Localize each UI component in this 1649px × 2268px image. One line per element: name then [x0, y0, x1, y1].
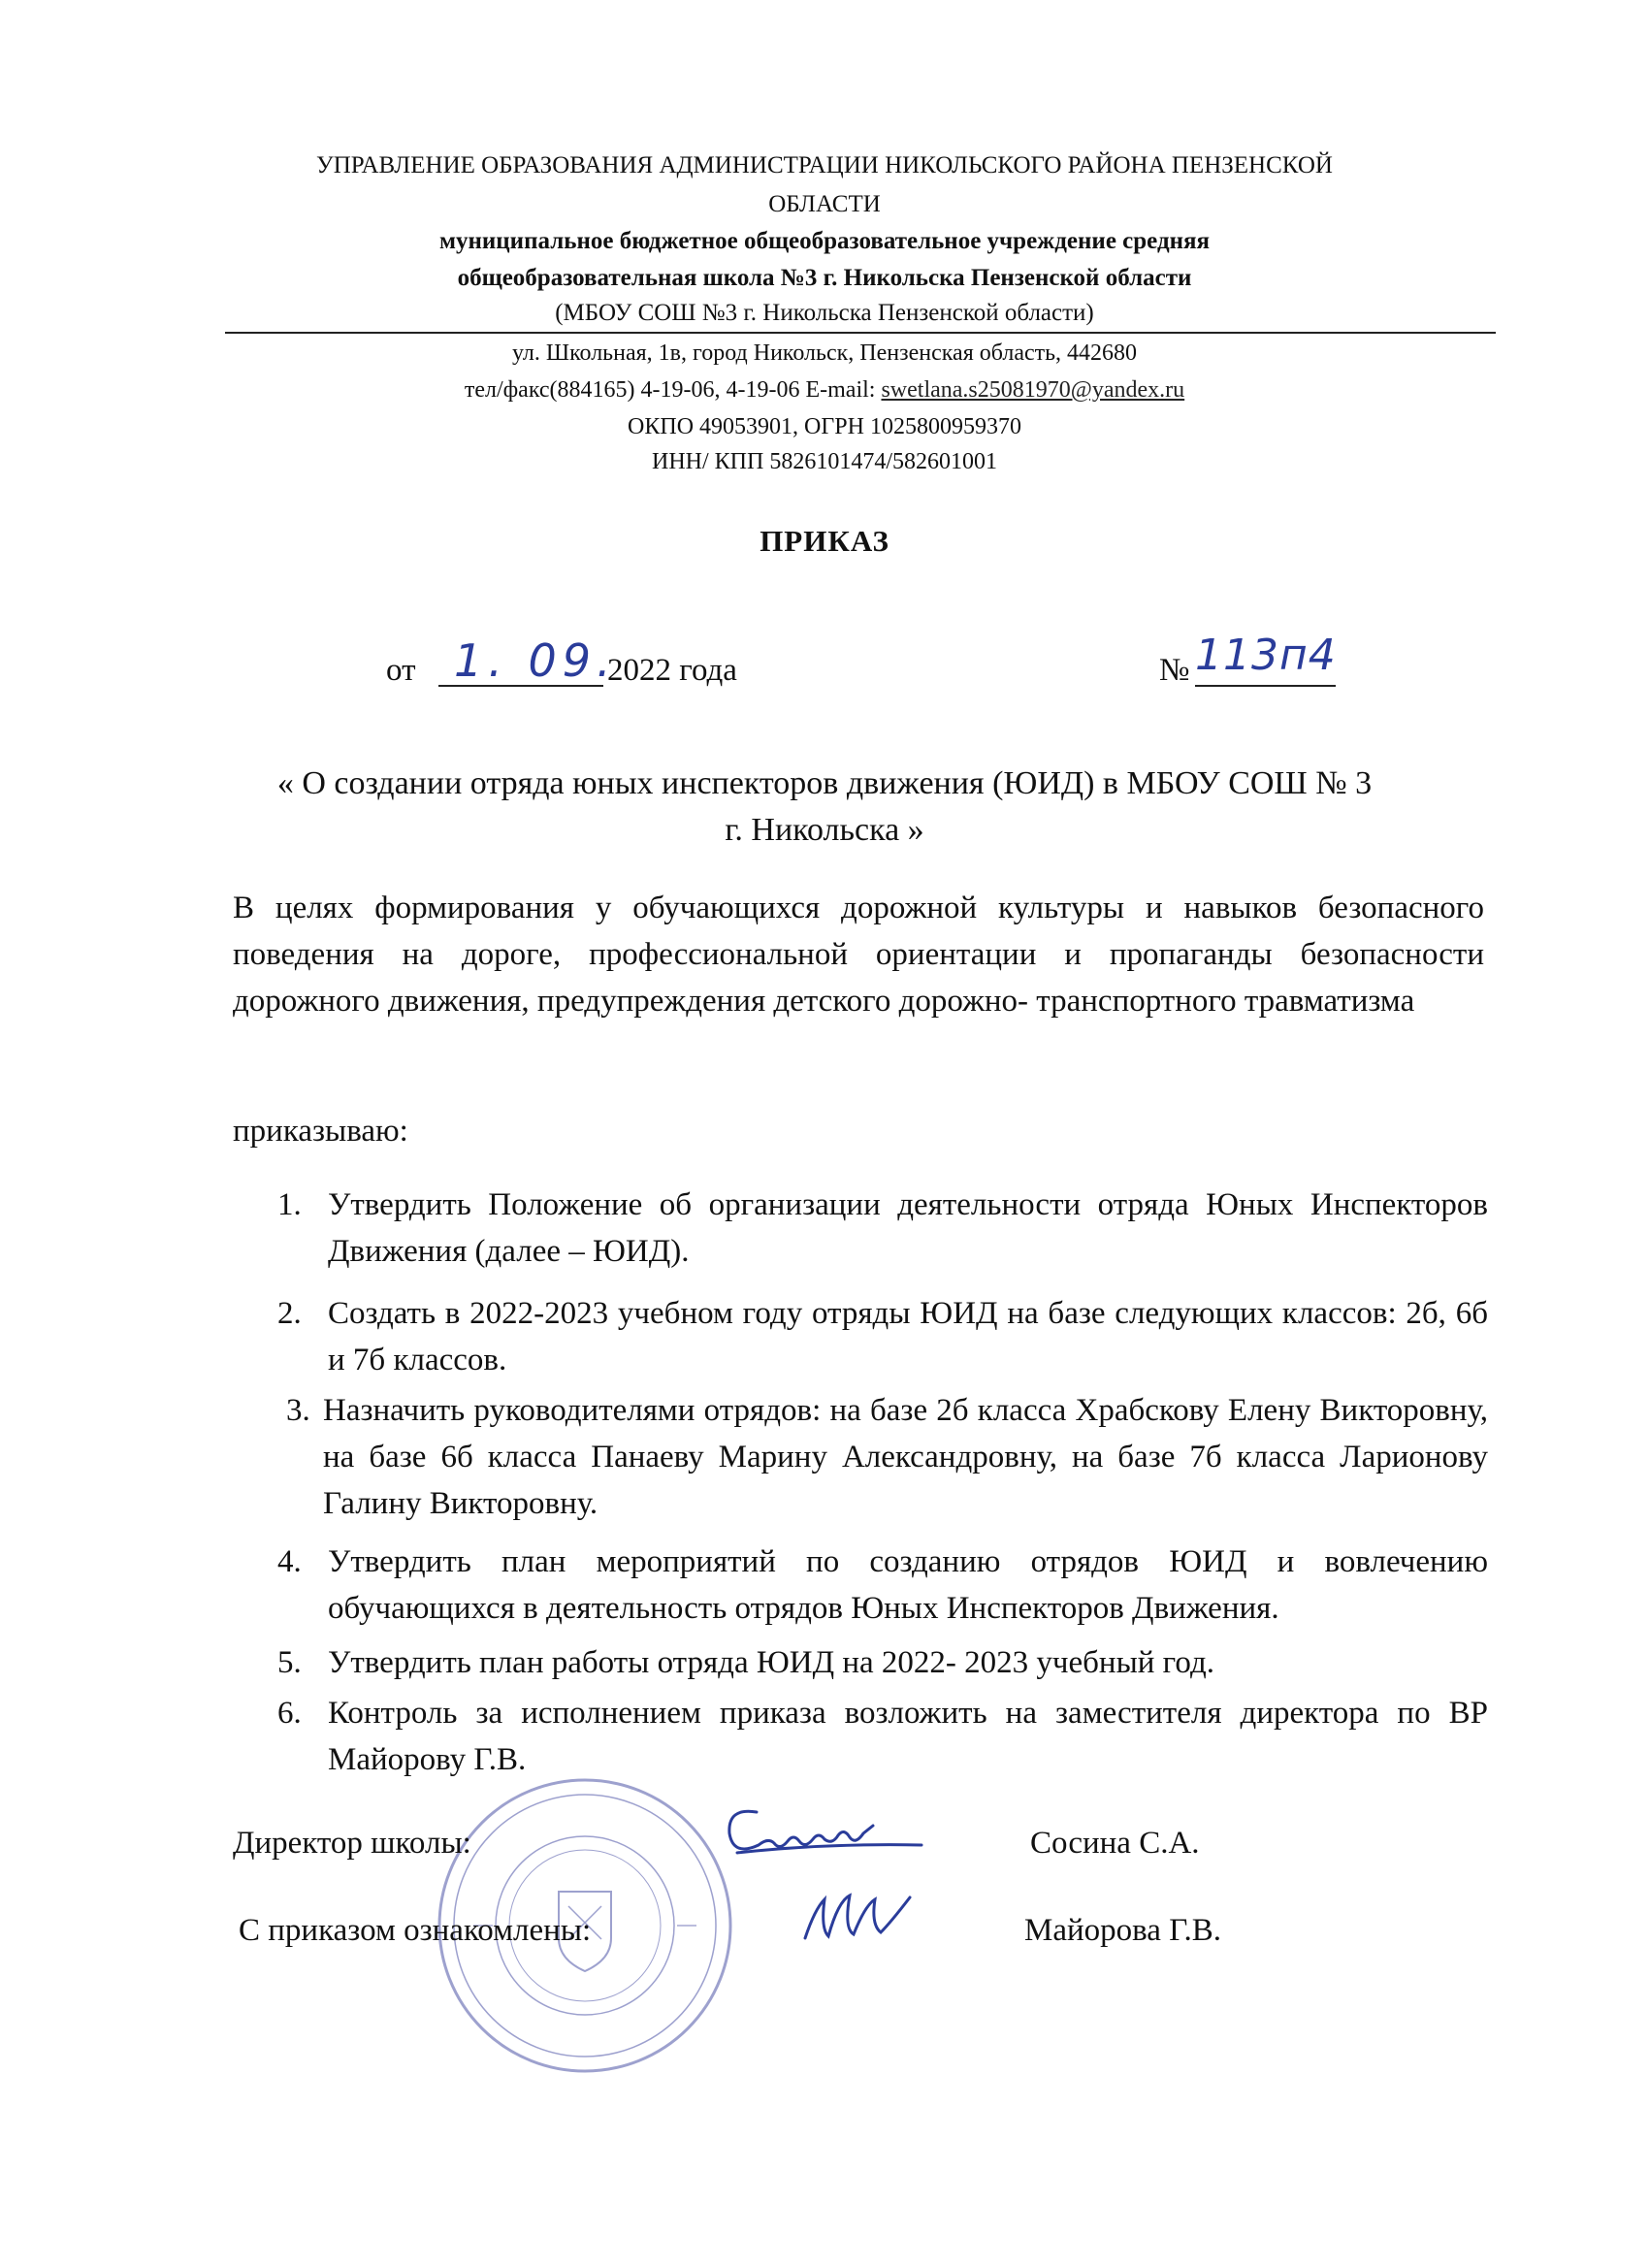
order-number-prefix: №: [1159, 653, 1190, 688]
order-word: приказываю:: [233, 1114, 408, 1149]
document-title: ПРИКАЗ: [760, 524, 889, 558]
number-underline: [1195, 685, 1336, 687]
director-signature: [718, 1793, 941, 1870]
director-name: Сосина С.А.: [1030, 1826, 1200, 1861]
school-short-name: (МБОУ СОШ №3 г. Никольска Пензенской области): [555, 300, 1094, 326]
date-suffix: 2022 года: [607, 653, 737, 688]
authority-line-1: УПРАВЛЕНИЕ ОБРАЗОВАНИЯ АДМИНИСТРАЦИИ НИКОЛЬСКОГО РАЙОНА ПЕНЗЕНСКОЙ: [316, 152, 1333, 178]
header-divider: [225, 332, 1496, 334]
school-line-1: муниципальное бюджетное общеобразовательное учреждение средняя: [438, 228, 1211, 254]
director-label: Директор школы:: [233, 1826, 471, 1861]
contact-line: [0, 373, 1649, 407]
school-line-2: общеобразовательная школа №3 г. Никольска Пензенской области: [457, 265, 1192, 291]
acquainted-signature: [776, 1882, 951, 1960]
handwritten-date: 1. 09.: [454, 634, 617, 687]
school-address: ул. Школьная, 1в, город Никольск, Пензенская область, 442680: [511, 340, 1138, 366]
email-link[interactable]: swetlana.s25081970@yandex.ru: [881, 377, 1185, 403]
phone-fax: тел/факс(884165) 4-19-06, 4-19-06 E-mail:: [464, 377, 882, 403]
okpo-ogrn: ОКПО 49053901, ОГРН 1025800959370: [628, 414, 1021, 439]
acquainted-name: Майорова Г.В.: [1024, 1913, 1222, 1948]
date-prefix: от: [386, 653, 416, 688]
inn-kpp: ИНН/ КПП 5826101474/582601001: [651, 449, 997, 474]
preamble: В целях формирования у обучающихся дорожной культуры и навыков безопасного поведения на дороге, профессиональной ориентации и пропаганды безопасности дорожного движения, предупреждения детского дорожно- транспортного травматизма: [233, 891, 1484, 1019]
handwritten-order-number: 113п4: [1195, 631, 1337, 680]
authority-line-2: ОБЛАСТИ: [768, 191, 881, 217]
subject-line-2: г. Никольска »: [725, 812, 924, 848]
subject-line-1: « О создании отряда юных инспекторов движения (ЮИД) в МБОУ СОШ № 3: [276, 765, 1373, 801]
acquainted-label: С приказом ознакомлены:: [239, 1913, 592, 1948]
